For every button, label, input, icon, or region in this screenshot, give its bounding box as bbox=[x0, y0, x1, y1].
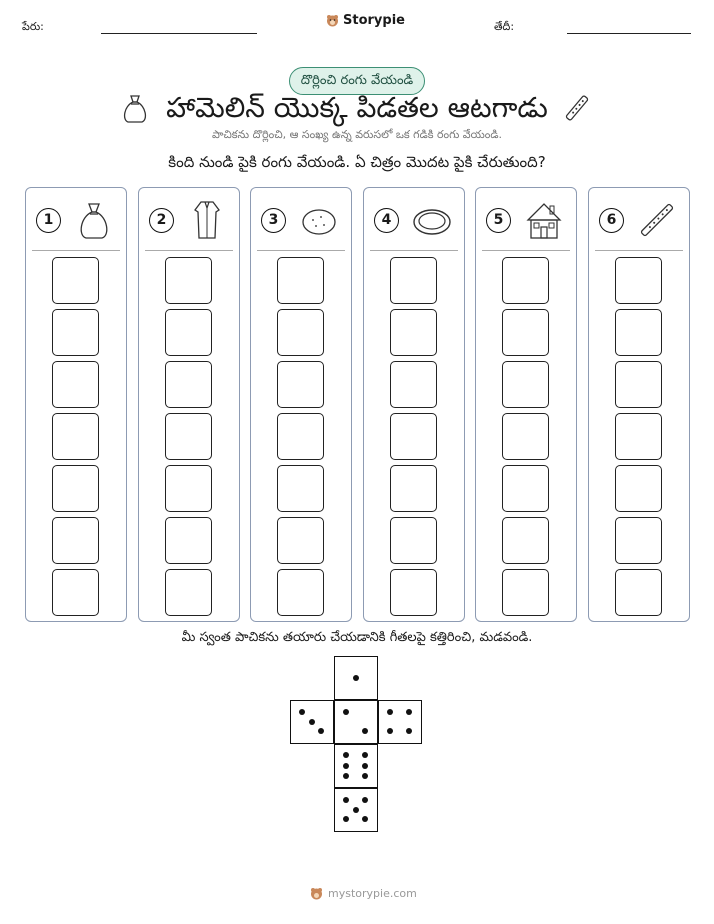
page-title: హామెలిన్ యొక్క పిడతల ఆటగాడు bbox=[166, 91, 548, 124]
bear-icon bbox=[310, 887, 323, 900]
dice-face-4 bbox=[378, 700, 422, 744]
color-box[interactable] bbox=[502, 257, 549, 304]
color-box[interactable] bbox=[277, 465, 324, 512]
brand-name: Storypie bbox=[343, 13, 405, 28]
dice-pip bbox=[343, 797, 349, 803]
color-box[interactable] bbox=[615, 361, 662, 408]
color-box[interactable] bbox=[502, 361, 549, 408]
dice-pip bbox=[343, 773, 349, 779]
column-1 bbox=[25, 187, 127, 622]
dice-pip bbox=[318, 728, 324, 734]
color-box[interactable] bbox=[390, 413, 437, 460]
color-box[interactable] bbox=[52, 413, 99, 460]
color-box[interactable] bbox=[502, 413, 549, 460]
column-number: 5 bbox=[486, 208, 511, 233]
color-box[interactable] bbox=[390, 309, 437, 356]
color-box[interactable] bbox=[277, 517, 324, 564]
dice-face-5 bbox=[334, 788, 378, 832]
dice-pip bbox=[362, 752, 368, 758]
dice-pip bbox=[343, 752, 349, 758]
cut-instruction: మీ స్వంత పాచికను తయారు చేయడానికి గీతలపై కత్తిరించి, మడవండి. bbox=[181, 630, 533, 645]
flute-icon bbox=[635, 198, 679, 242]
dice-pip bbox=[387, 709, 393, 715]
dice-pip bbox=[362, 763, 368, 769]
activity-badge: దొర్లించి రంగు వేయండి bbox=[289, 67, 425, 95]
color-box[interactable] bbox=[615, 309, 662, 356]
color-box[interactable] bbox=[165, 257, 212, 304]
flute-icon bbox=[562, 92, 592, 124]
color-box[interactable] bbox=[390, 569, 437, 616]
color-box[interactable] bbox=[52, 257, 99, 304]
dice-pip bbox=[387, 728, 393, 734]
color-box[interactable] bbox=[390, 361, 437, 408]
divider bbox=[257, 250, 345, 251]
divider bbox=[482, 250, 570, 251]
color-box[interactable] bbox=[165, 569, 212, 616]
date-label: తేదీ: bbox=[494, 20, 515, 33]
color-box[interactable] bbox=[615, 257, 662, 304]
color-box[interactable] bbox=[277, 413, 324, 460]
color-box[interactable] bbox=[165, 465, 212, 512]
dice-pip bbox=[353, 675, 359, 681]
dice-pip bbox=[406, 709, 412, 715]
name-label: పేరు: bbox=[22, 20, 44, 33]
color-box[interactable] bbox=[615, 413, 662, 460]
dice-pip bbox=[343, 816, 349, 822]
color-box[interactable] bbox=[277, 257, 324, 304]
dice-pip bbox=[353, 807, 359, 813]
divider bbox=[595, 250, 683, 251]
bear-icon bbox=[326, 14, 339, 27]
color-box[interactable] bbox=[165, 413, 212, 460]
color-box[interactable] bbox=[502, 309, 549, 356]
column-number: 1 bbox=[36, 208, 61, 233]
color-box[interactable] bbox=[165, 309, 212, 356]
subtitle: పాచికను దొర్లించి, ఆ సంఖ్య ఉన్న వరుసలో ఒక గడికి రంగు వేయండి. bbox=[212, 128, 502, 141]
color-box[interactable] bbox=[502, 569, 549, 616]
dice-pip bbox=[406, 728, 412, 734]
column-5 bbox=[475, 187, 577, 622]
dice-pip bbox=[362, 773, 368, 779]
footer bbox=[310, 887, 417, 900]
instruction: కింది నుండి పైకి రంగు వేయండి. ఏ చిత్రం మొదట పైకి చేరుతుంది? bbox=[168, 153, 546, 171]
column-6 bbox=[588, 187, 690, 622]
color-box[interactable] bbox=[52, 465, 99, 512]
column-number: 3 bbox=[261, 208, 286, 233]
divider bbox=[32, 250, 120, 251]
column-3 bbox=[250, 187, 352, 622]
column-2 bbox=[138, 187, 240, 622]
plate-icon bbox=[410, 198, 454, 242]
dice-pip bbox=[362, 728, 368, 734]
dice-face-1 bbox=[334, 656, 378, 700]
sack-icon bbox=[72, 198, 116, 242]
color-box[interactable] bbox=[615, 569, 662, 616]
column-number: 6 bbox=[599, 208, 624, 233]
color-box[interactable] bbox=[502, 465, 549, 512]
divider bbox=[370, 250, 458, 251]
name-line bbox=[101, 33, 257, 34]
color-box[interactable] bbox=[390, 257, 437, 304]
column-number: 2 bbox=[149, 208, 174, 233]
dice-pip bbox=[343, 763, 349, 769]
color-box[interactable] bbox=[390, 517, 437, 564]
color-box[interactable] bbox=[502, 517, 549, 564]
color-box[interactable] bbox=[615, 465, 662, 512]
dice-pip bbox=[299, 709, 305, 715]
color-box[interactable] bbox=[390, 465, 437, 512]
color-box[interactable] bbox=[277, 309, 324, 356]
color-box[interactable] bbox=[165, 517, 212, 564]
dice-pip bbox=[362, 797, 368, 803]
color-box[interactable] bbox=[52, 361, 99, 408]
house-icon bbox=[522, 198, 566, 242]
color-box[interactable] bbox=[52, 569, 99, 616]
column-number: 4 bbox=[374, 208, 399, 233]
dice-face-2 bbox=[334, 700, 378, 744]
robe-icon bbox=[185, 198, 229, 242]
column-4 bbox=[363, 187, 465, 622]
color-box[interactable] bbox=[52, 517, 99, 564]
dice-face-6 bbox=[334, 744, 378, 788]
date-line bbox=[567, 33, 691, 34]
color-box[interactable] bbox=[615, 517, 662, 564]
color-box[interactable] bbox=[165, 361, 212, 408]
color-box[interactable] bbox=[277, 569, 324, 616]
dice-pip bbox=[362, 816, 368, 822]
divider bbox=[145, 250, 233, 251]
dice-face-3 bbox=[290, 700, 334, 744]
color-box[interactable] bbox=[52, 309, 99, 356]
brand-logo bbox=[326, 13, 405, 28]
dice-pip bbox=[343, 709, 349, 715]
bread-icon bbox=[297, 198, 341, 242]
color-box[interactable] bbox=[277, 361, 324, 408]
dice-pip bbox=[309, 719, 315, 725]
footer-url: mystorypie.com bbox=[328, 887, 417, 900]
